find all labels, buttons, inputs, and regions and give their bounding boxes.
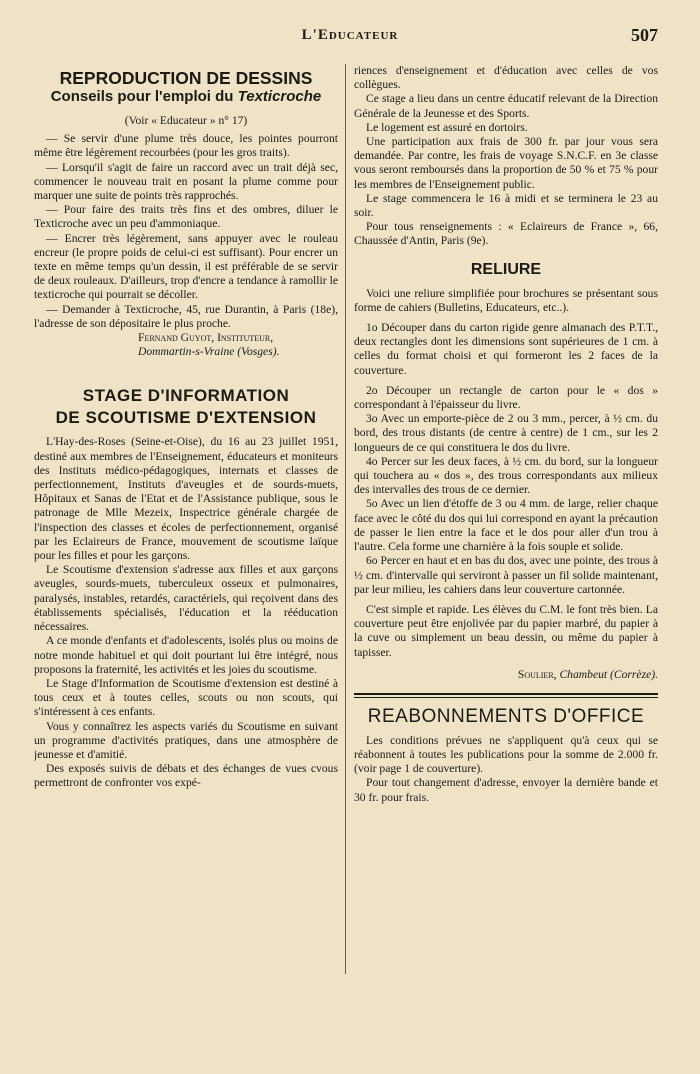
article-title-reliure: RELIURE	[470, 260, 542, 278]
running-title: L'Educateur	[301, 27, 399, 43]
article-subtitle-reproduction: Conseils pour l'emploi du Texticroche	[50, 88, 322, 105]
paragraph: 1o Découper dans du carton rigide genre almanach des P.T.T., deux rectangles dont les dimensions sont supérieures de 1 cm. à celles du format choisi et qui formeront les 2 faces de la couverture.	[354, 321, 658, 377]
article-title-stage: STAGE D'INFORMATION DE SCOUTISME D'EXTENSION	[55, 386, 317, 428]
paragraph: — Se servir d'une plume très douce, les pointes pourront même être légèrement recourbées (pour les gros traits).	[34, 132, 338, 160]
right-column	[354, 64, 658, 1014]
paragraph: Le Stage d'Information de Scoutisme d'extension est destiné à tous ceux et à toutes celles, scouts ou non scouts, qui s'intéressent à ces enfants.	[34, 676, 338, 719]
paragraph: Le stage commencera le 16 à midi et se terminera le 23 au soir.	[354, 191, 658, 220]
article-title-reproduction: REPRODUCTION DE DESSINS	[59, 68, 313, 88]
signature-name: Fernand Guyot, Instituteur,	[138, 331, 274, 345]
paragraph: Pour tous renseignements : « Eclaireurs de France », 66, Chaussée d'Antin, Paris (9e).	[354, 220, 658, 248]
paragraph: 5o Avec un lien d'étoffe de 3 ou 4 mm. de large, relier chaque face avec le côté du dos qui lui correspond en ayant la précaution de passer le lien entre la face et le dos pour aller d'un trou à l'autre. Cela forme une charnière à la fois souple et solide.	[354, 497, 658, 554]
paragraph: 3o Avec un emporte-pièce de 2 ou 3 mm., percer, à ½ cm. du bord, des trous distants (de centre à centre) de 1 cm., sur les 2 longueurs de ce qui constituera le dos du livre.	[354, 412, 658, 454]
paragraph: Une participation aux frais de 300 fr. par jour vous sera demandée. Par contre, les frais de voyage S.N.C.F. en 3e classe vous seront remboursés dans la proportion de 50 % et 75 % pour les membres de l'Enseignement public.	[354, 135, 658, 191]
page-number: 507	[631, 25, 658, 45]
column-divider	[345, 64, 346, 974]
article-reference: (Voir « Educateur » n° 17)	[124, 114, 248, 127]
paragraph: — Demander à Texticroche, 45, rue Durantin, à Paris (18e), l'adresse de son dépositaire le plus proche.	[34, 302, 338, 330]
paragraph: L'Hay-des-Roses (Seine-et-Oise), du 16 au 23 juillet 1951, destiné aux membres de l'Enseignement, éducateurs et moniteurs des Instituts médico-pédagogiques, internats et classes de perfectionnement, Instituts d'aveugles et de sourds-muets, Hôpitaux et Sanas de l'Etat et de l'Assistance publique, sous le patronage de Mlle Mezeix, Inspectrice générale chargée de l'inspection des classes et écoles de perfectionnement, organisé par les Eclaireurs de France, mouvement de scoutisme laïque pour les filles et pour les garçons.	[34, 435, 338, 563]
article-title-reabonnements: REABONNEMENTS D'OFFICE	[367, 705, 645, 727]
paragraph: C'est simple et rapide. Les élèves du C.M. le font très bien. La couverture peut être enjolivée par du papier marbré, du papier à la cuve ou simplement un beau dessin, ou même du papier à tapisser.	[354, 602, 658, 659]
paragraph: Le logement est assuré en dortoirs.	[366, 120, 528, 134]
paragraph: Des exposés suivis de débats et des échanges de vues cvous permettront de confronter vos expé-	[34, 762, 338, 790]
paragraph: Vous y connaîtrez les aspects variés du Scoutisme en suivant un programme d'activités pratiques, dans une atmosphère de jeunesse et d'amitié.	[34, 719, 338, 761]
paragraph: — Encrer très légèrement, sans appuyer avec le rouleau encreur (le propre poids de celui-ci est suffisant). Pour encrer un texte en même temps qu'un dessin, il est préférable de se servir de deux rouleaux. D'ailleurs, trop d'encre a tendance à ramollir le texticroche qui pourrait se décoller.	[34, 231, 338, 302]
paragraph: — Pour faire des traits très fins et des ombres, diluer le Texticroche avec un peu d'ammoniaque.	[34, 203, 338, 231]
signature: Soulier, Chambeut (Corrèze).	[517, 667, 658, 681]
paragraph: 6o Percer en haut et en bas du dos, avec une pointe, des trous à ½ cm. d'intervalle qui serviront à passer un fil solide maintenant, par leur milieu, les cahiers dans leur couverture cartonnée.	[354, 554, 658, 596]
paragraph: — Lorsqu'il s'agit de faire un raccord avec un trait déjà sec, commencer le nouveau trait en posant la plume comme pour marquer une suite de points très rapprochés.	[34, 160, 338, 203]
signature-place: Dommartin-s-Vraine (Vosges).	[138, 345, 280, 359]
left-column	[34, 64, 338, 1014]
paragraph: A ce monde d'enfants et d'adolescents, isolés plus ou moins de notre monde habituel et qui doit pourtant lui être intégré, nous proposons la fraternité, les activités et les joies du scoutisme.	[34, 634, 338, 676]
section-divider	[354, 693, 658, 698]
paragraph: 4o Percer sur les deux faces, à ½ cm. du bord, sur la longueur qui touchera au « dos », des trous correspondants aux milieux des intervalles des trous de ce dernier.	[354, 454, 658, 497]
paragraph: Le Scoutisme d'extension s'adresse aux filles et aux garçons aveugles, sourds-muets, tuberculeux osseux et pulmonaires, paralysés, instables, retardés, caractériels, qui reçoivent dans des établissements spécialisés, l'éducation et la rééducation nécessaires.	[34, 563, 338, 634]
paragraph: Pour tout changement d'adresse, envoyer la dernière bande et 30 fr. pour frais.	[354, 776, 658, 804]
paragraph: Ce stage a lieu dans un centre éducatif relevant de la Direction Générale de la Jeunesse et des Sports.	[354, 92, 658, 120]
paragraph: Les conditions prévues ne s'appliquent qu'à ceux qui se réabonnent à toutes les publications pour la somme de 2.000 fr. (voir page 1 de couverture).	[354, 733, 658, 776]
paragraph: riences d'enseignement et d'éducation avec celles de vos collègues.	[354, 64, 658, 92]
paragraph: Voici une reliure simplifiée pour brochures se présentant sous forme de cahiers (Bulletins, Educateurs, etc..).	[354, 286, 658, 314]
paragraph: 2o Découper un rectangle de carton pour le « dos » correspondant à l'épaisseur du livre.	[354, 383, 658, 412]
